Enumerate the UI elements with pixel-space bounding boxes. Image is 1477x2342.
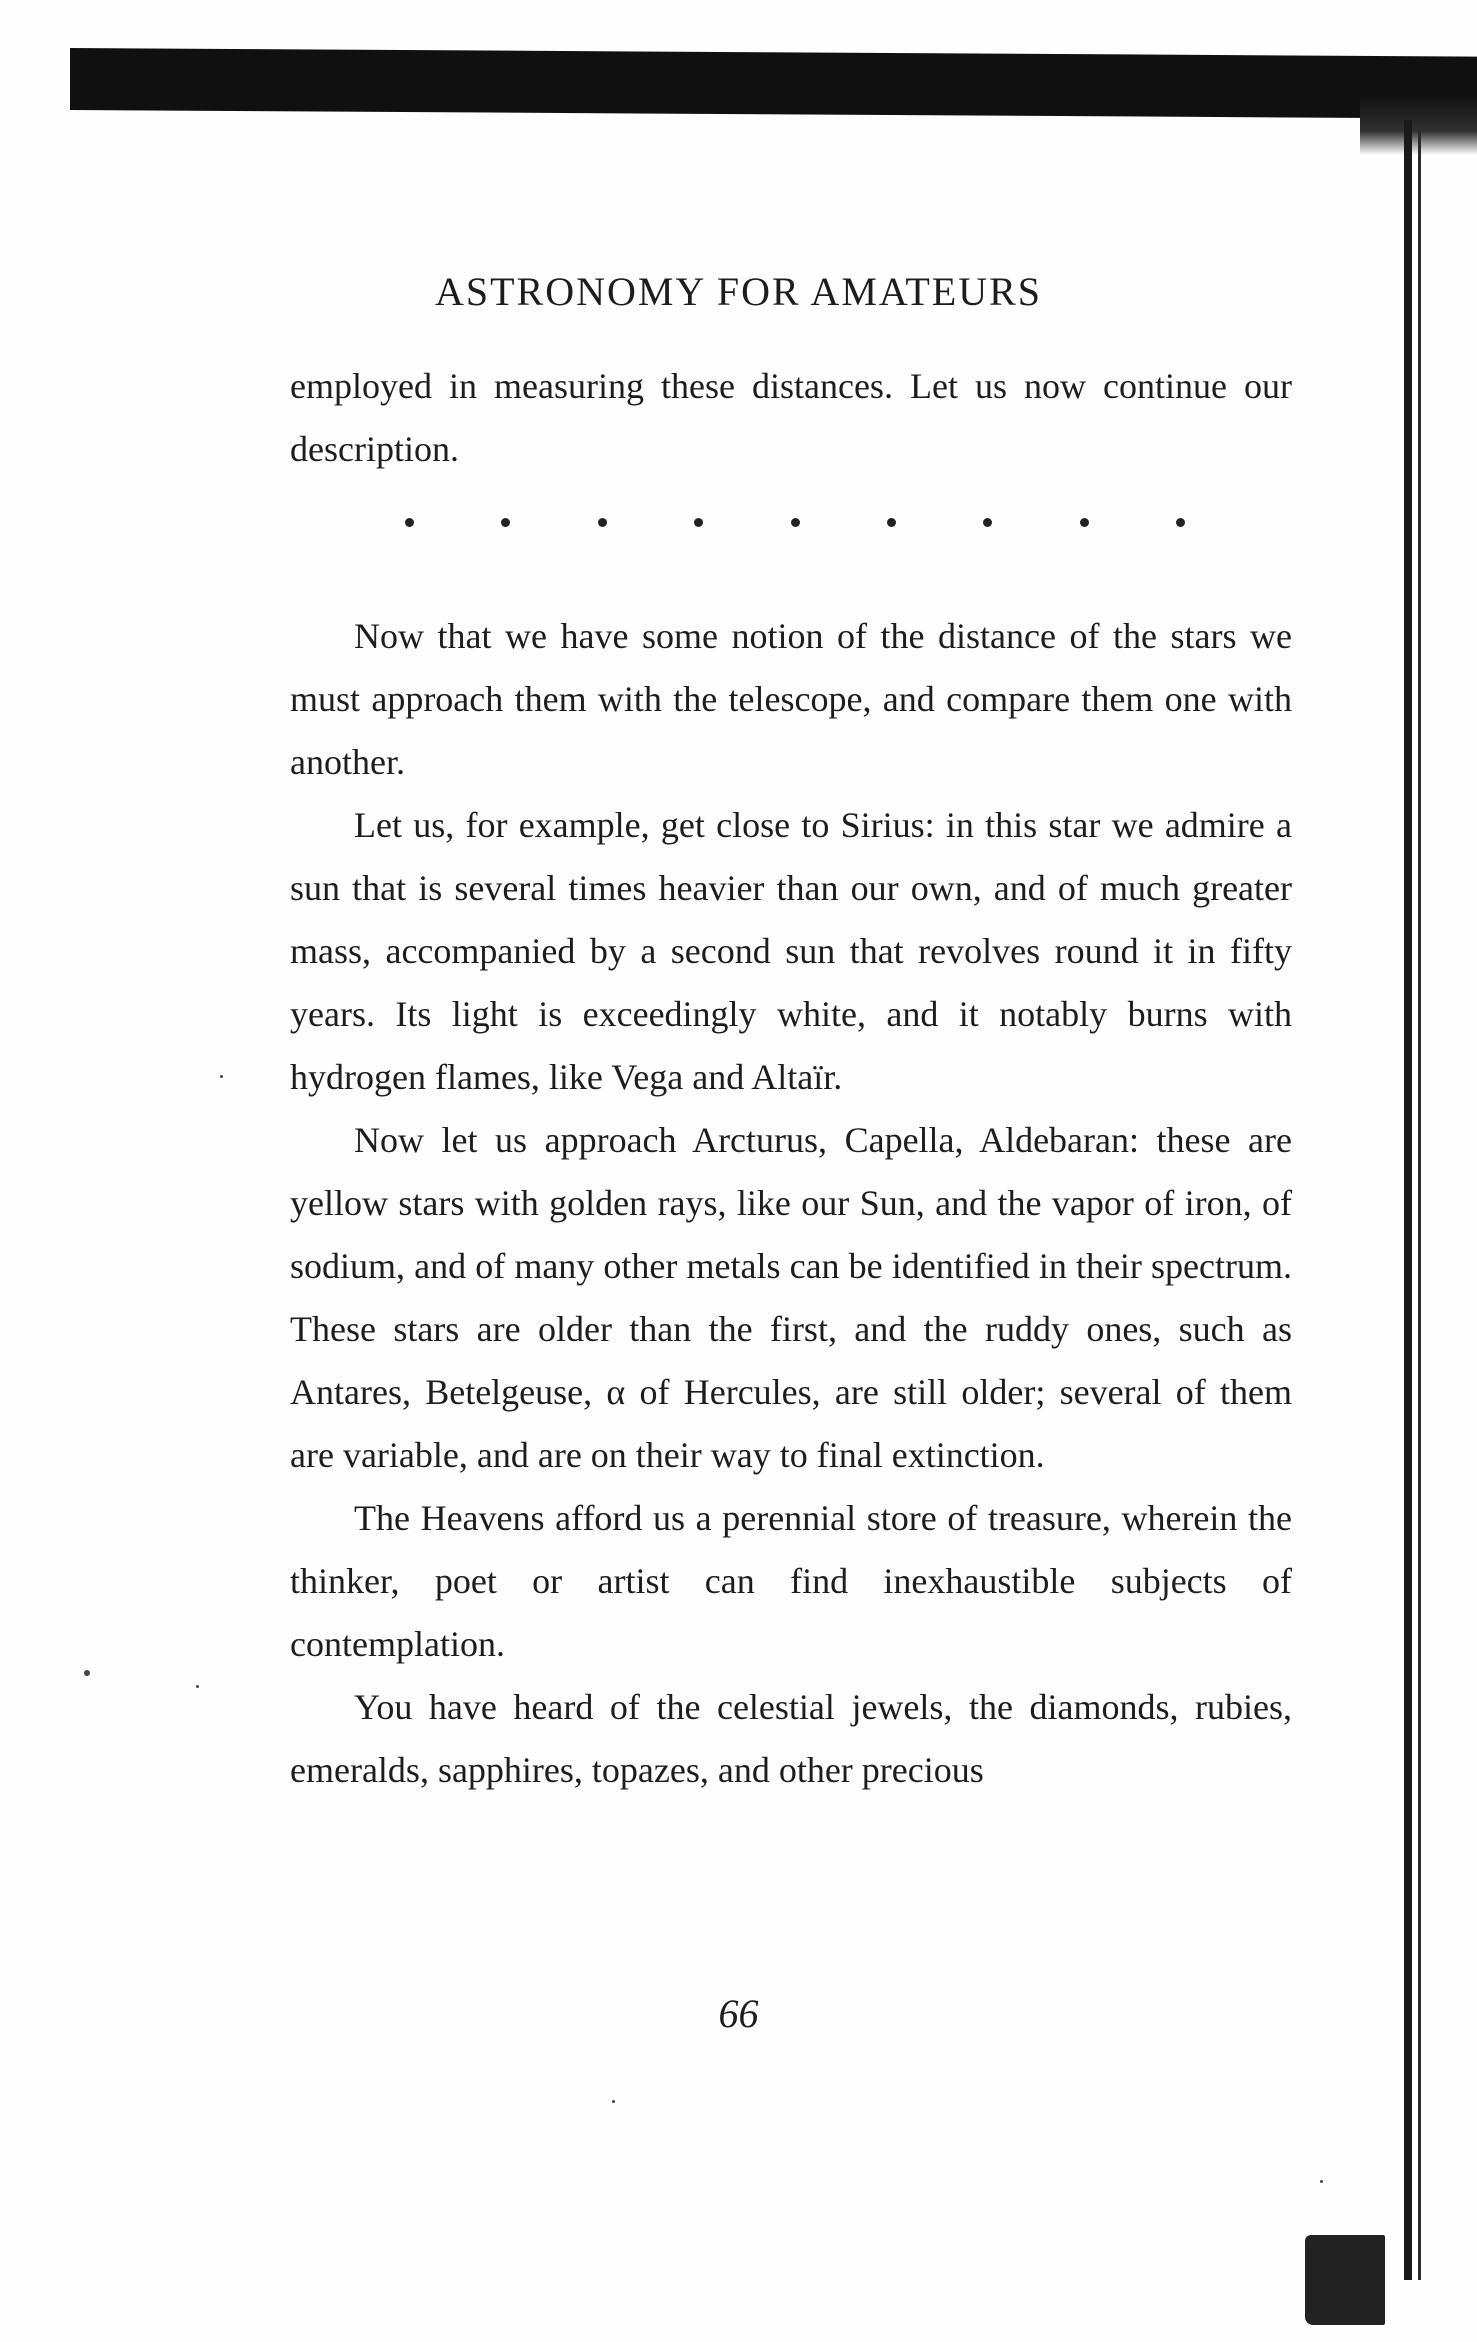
paragraph: The Heavens afford us a perennial store of treasure, wherein the thinker, poet or artist can find inexhaustible subjects of contemplation. (290, 1498, 1292, 1664)
separator-dot (887, 518, 896, 527)
scan-bottom-blot (1305, 2235, 1385, 2325)
scan-speck (1320, 2180, 1323, 2183)
separator-dot (694, 518, 703, 527)
separator-dot (598, 518, 607, 527)
separator-dot (791, 518, 800, 527)
running-head: ASTRONOMY FOR AMATEURS (434, 269, 1043, 314)
separator-dot (983, 518, 992, 527)
body-text (290, 605, 1292, 1802)
opening-paragraph: employed in measuring these distances. Let us now continue our description. (290, 366, 1292, 469)
separator-dot (1176, 518, 1185, 527)
scan-speck (220, 1075, 223, 1078)
separator-dot (1080, 518, 1089, 527)
paragraph: Let us, for example, get close to Sirius: in this star we admire a sun that is several times heavier than our own, and of much greater mass, accompanied by a second sun that revolves round it in fifty years. Its light is exceedingly white, and it notably burns with hydrogen flames, like Vega and Altaïr. (290, 805, 1292, 1097)
separator-dot (405, 518, 414, 527)
scan-speck (612, 2100, 615, 2103)
opening-text (290, 355, 1292, 481)
paragraph: Now that we have some notion of the distance of the stars we must approach them with the telescope, and compare them one with another. (290, 616, 1292, 782)
scan-right-edge-line (1418, 130, 1421, 2280)
paragraph: You have heard of the celestial jewels, the diamonds, rubies, emeralds, sapphires, topazes, and other precious (290, 1687, 1292, 1790)
separator-dot (501, 518, 510, 527)
scan-top-border (70, 48, 1477, 119)
scan-right-edge (1404, 120, 1412, 2280)
page-number: 66 (718, 1991, 759, 2036)
scan-speck (196, 1685, 199, 1688)
paragraph: Now let us approach Arcturus, Capella, Aldebaran: these are yellow stars with golden rays, like our Sun, and the vapor of iron, of sodium, and of many other metals can be identified in their spectrum. These stars are older than the first, and the ruddy ones, such as Antares, Betelgeuse, α of Hercules, are still older; several of them are variable, and are on their way to final extinction. (290, 1120, 1292, 1475)
section-separator (405, 518, 1185, 527)
scan-speck (84, 1670, 90, 1676)
